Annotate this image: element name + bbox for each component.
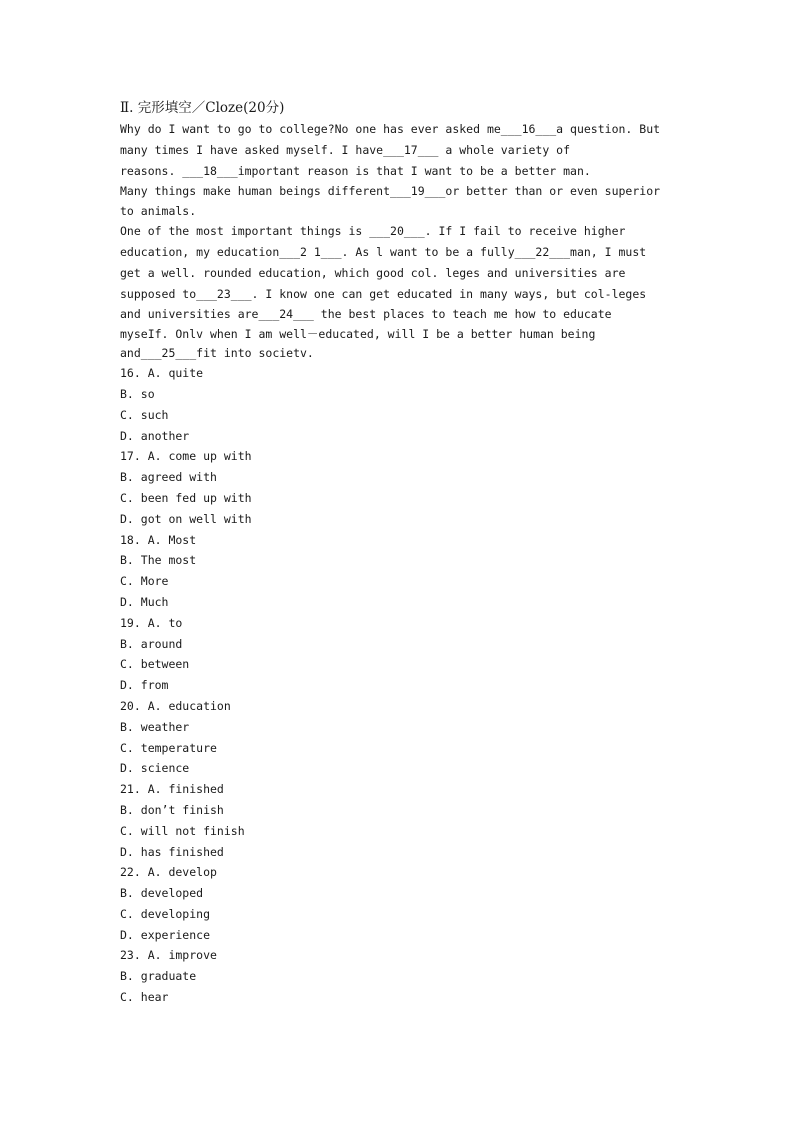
- option-line: D. got on well with: [120, 511, 252, 526]
- option-line: B. The most: [120, 553, 197, 568]
- option-line: B. graduate: [120, 969, 197, 984]
- option-line: B. weather: [120, 719, 190, 734]
- option-line: C. between: [120, 657, 190, 672]
- passage-line: reasons. ___18___important reason is that I want to be a better man.: [120, 163, 591, 178]
- option-line: B. around: [120, 636, 183, 651]
- option-line: B. agreed with: [120, 470, 217, 485]
- option-line: C. will not finish: [120, 823, 245, 838]
- option-line: 21. A. finished: [120, 782, 224, 797]
- option-line: B. so: [120, 386, 155, 401]
- option-line: D. has finished: [120, 844, 224, 859]
- passage-line: to animals.: [120, 204, 197, 219]
- option-line: D. from: [120, 678, 169, 693]
- option-line: 16. A. quite: [120, 366, 204, 381]
- passage-line: get a well. rounded education, which good col. leges and universities are: [120, 265, 626, 280]
- cloze-section: [120, 98, 680, 1008]
- option-line: C. More: [120, 574, 169, 589]
- option-line: C. such: [120, 407, 169, 422]
- passage-line: many times I have asked myself. I have___17___ a whole variety of: [120, 142, 571, 157]
- passage-line: Many things make human beings different___19___or better than or even superior: [120, 184, 661, 199]
- cloze-passage: [120, 119, 680, 363]
- passage-line: One of the most important things is ___20___. If I fail to receive higher: [120, 224, 626, 239]
- option-line: D. science: [120, 761, 190, 776]
- option-line: 17. A. come up with: [120, 449, 252, 464]
- option-line: C. developing: [120, 906, 211, 921]
- option-line: 22. A. develop: [120, 865, 217, 880]
- option-line: D. another: [120, 428, 190, 443]
- option-line: 20. A. education: [120, 698, 231, 713]
- passage-line: and___25___fit into societv.: [120, 346, 314, 361]
- section-heading: Ⅱ. 完形填空／Cloze(20分): [120, 100, 285, 116]
- option-line: C. temperature: [120, 740, 217, 755]
- answer-options: [120, 363, 680, 1008]
- option-line: 23. A. improve: [120, 948, 217, 963]
- passage-line: Why do I want to go to college?No one has ever asked me___16___a question. But: [120, 122, 661, 136]
- passage-line: myseIf. Onlv when I am well－educated, will I be a better human being: [120, 327, 596, 342]
- option-line: 18. A. Most: [120, 532, 197, 547]
- option-line: D. experience: [120, 927, 211, 942]
- passage-line: and universities are___24___ the best places to teach me how to educate: [120, 307, 612, 322]
- option-line: C. been fed up with: [120, 490, 252, 505]
- option-line: B. developed: [120, 886, 204, 901]
- option-line: D. Much: [120, 594, 169, 609]
- passage-line: supposed to___23___. I know one can get educated in many ways, but col-leges: [120, 286, 647, 301]
- option-line: B. don’t finish: [120, 802, 224, 817]
- passage-line: education, my education___2 1___. As l want to be a fully___22___man, I must: [120, 244, 647, 259]
- option-line: 19. A. to: [120, 615, 183, 630]
- option-line: C. hear: [120, 990, 169, 1005]
